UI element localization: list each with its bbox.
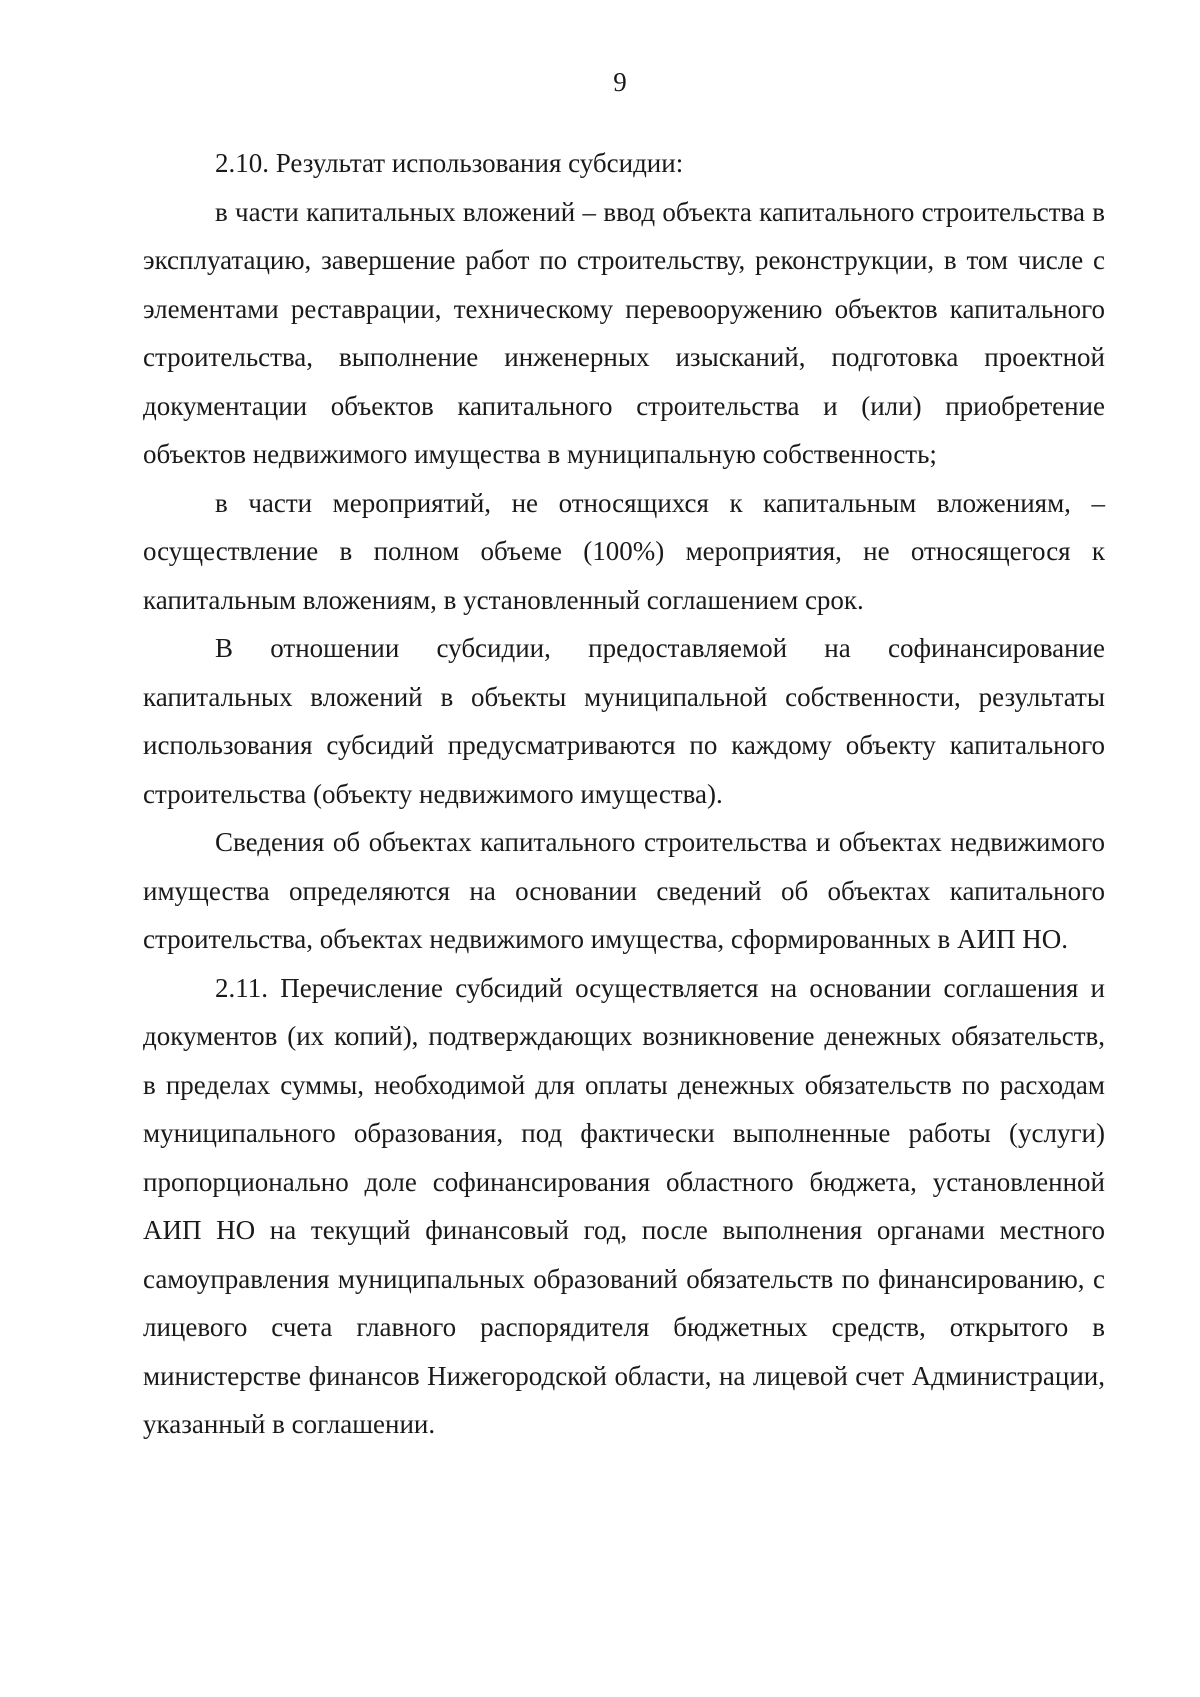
paragraph-cofinancing-results: В отношении субсидии, предоставляемой на софинансирование капитальных вложений в объекты муниципальной собственности, результаты использования субсидий предусматриваются по каждому объекту капитального строительства (объекту недвижимого имущества). (143, 633, 1105, 809)
paragraph-2-11-transfer: 2.11. Перечисление субсидий осуществляется на основании соглашения и документов (их копий), подтверждающих возникновение денежных обязательств, в пределах суммы, необходимой для оплаты денежных обязательств по расходам муниципального образования, под фактически выполненные работы (услуги) пропорционально доле софинансирования областного бюджета, установленной АИП НО на текущий финансовый год, после выполнения органами местного самоуправления муниципальных образований обязательств по финансированию, с лицевого счета главного распорядителя бюджетных средств, открытого в министерстве финансов Нижегородской области, на лицевой счет Администрации, указанный в соглашении. (143, 972, 1105, 1439)
document-body (143, 139, 1105, 1449)
paragraph-capital-investments: в части капитальных вложений – ввод объекта капитального строительства в эксплуатацию, завершение работ по строительству, реконструкции, в том числе с элементами реставрации, техническому перевооружению объектов капитального строительства, выполнение инженерных изысканий, подготовка проектной документации объектов капитального строительства и (или) приобретение объектов недвижимого имущества в муниципальную собственность; (143, 196, 1105, 469)
paragraph-non-capital-activities: в части мероприятий, не относящихся к капитальным вложениям, – осуществление в полном объеме (100%) мероприятия, не относящегося к капитальным вложениям, в установленный соглашением срок. (143, 487, 1105, 615)
page-number: 9 (613, 67, 627, 97)
paragraph-object-information: Сведения об объектах капитального строительства и объектах недвижимого имущества определяются на основании сведений об объектах капитального строительства, объектах недвижимого имущества, сформированных в АИП НО. (143, 827, 1105, 954)
paragraph-2-10-heading: 2.10. Результат использования субсидии: (215, 148, 684, 178)
